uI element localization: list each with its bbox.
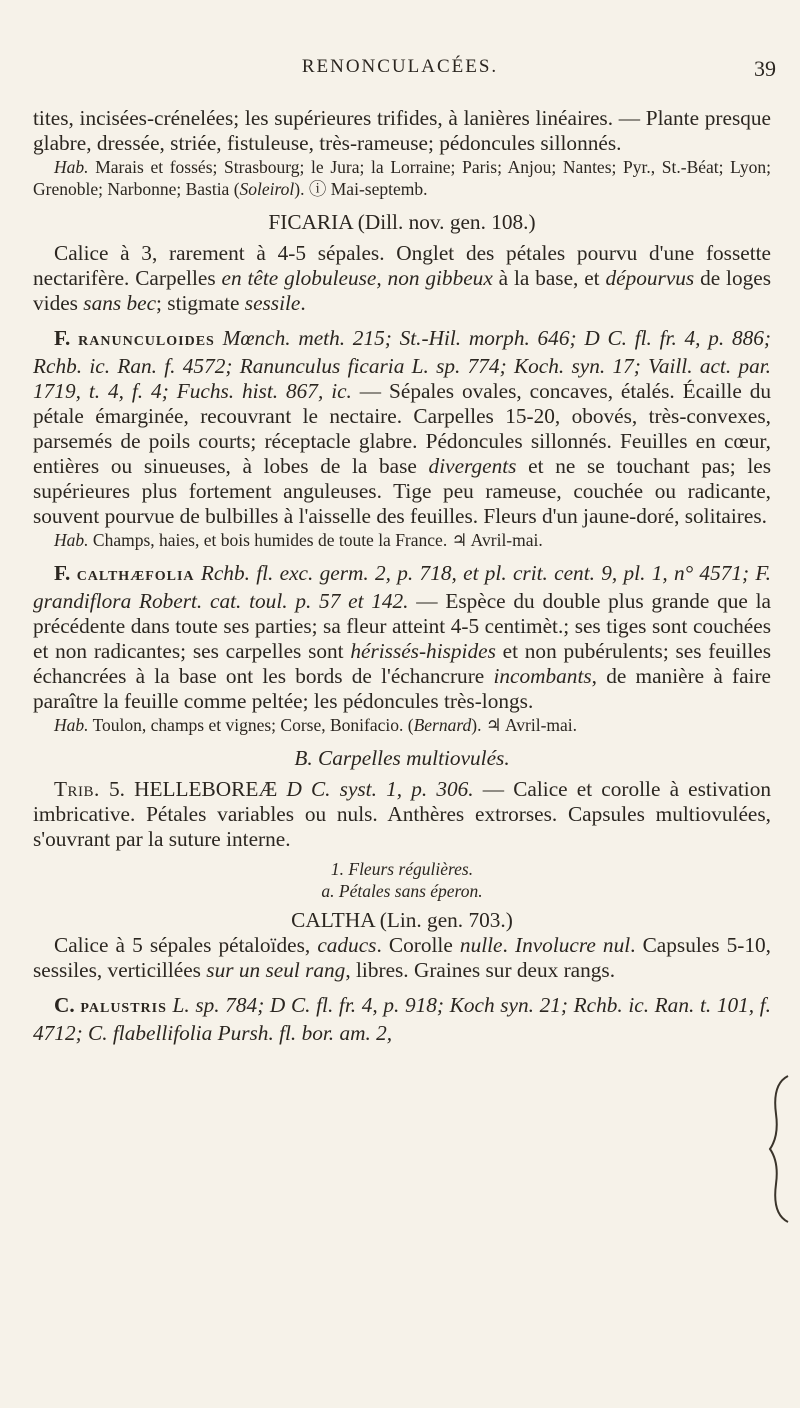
header-title: RENONCULACÉES.: [301, 56, 499, 77]
habitat-note: Hab. Toulon, champs et vignes; Corse, Bonifacio. (Bernard). ♃ Avril-mai.: [54, 715, 578, 735]
genus-heading-ficaria: FICARIA (Dill. nov. gen. 108.): [268, 210, 536, 234]
page-body: [33, 106, 771, 1046]
species-entry-calthaefolia: F. CALTHÆFOLIA Rchb. fl. exc. germ. 2, p. 718, et pl. crit. cent. 9, pl. 1, n° 4571; F. grandiflora Robert. cat. toul. p. 57 et 142. — Espèce du double plus grande que la précédente dans toute ses parties; sa fleur atteint 4-5 centimèt.; ses tiges sont couchées et non radicantes; ses carpelles sont hérissés-hispides et non pubérulents; ses feuilles échancrées à la base ont les bords de l'échancrure incombants, de manière à faire paraître la feuille comme peltée; les pédoncules très-longs.: [33, 561, 772, 713]
subheading-fleurs-regulieres: 1. Fleurs régulières.: [330, 859, 474, 879]
tribe-entry-helleboreae: Trib. 5. HELLEBOREÆ D C. syst. 1, p. 306. — Calice et corolle à estivation imbricative. Pétales variables ou nuls. Anthères extrorses. Capsules multiovulées, s'ouvrant par la suture interne.: [33, 777, 771, 851]
species-entry-palustris: C. PALUSTRIS L. sp. 784; D C. fl. fr. 4, p. 918; Koch syn. 21; Rchb. ic. Ran. t. 101, f. 4712; C. flabellifolia Pursh. fl. bor. am. 2,: [33, 993, 771, 1045]
margin-bracket-mark: [766, 1074, 792, 1224]
subheading-petales-sans-eperon: a. Pétales sans éperon.: [321, 881, 483, 901]
page-number: 39: [754, 56, 776, 81]
genus-description-ficaria: Calice à 3, rarement à 4-5 sépales. Onglet des pétales pourvu d'une fossette nectarifère. Carpelles en tête globuleuse, non gibbeux à la base, et dépourvus de loges vides sans bec; stigmate sessile.: [33, 241, 772, 315]
habitat-note: Hab. Marais et fossés; Strasbourg; le Jura; la Lorraine; Paris; Anjou; Nantes; Pyr., St.-Béat; Lyon; Grenoble; Narbonne; Bastia (Soleirol). ⓘ Mai-septemb.: [33, 157, 772, 199]
section-heading-b: B. Carpelles multiovulés.: [294, 746, 510, 770]
paragraph-continuation: tites, incisées-crénelées; les supérieures trifides, à lanières linéaires. — Plante presque glabre, dressée, striée, fistuleuse, très-rameuse; pédoncules sillonnés.: [33, 106, 771, 155]
genus-heading-caltha: CALTHA (Lin. gen. 703.): [291, 908, 513, 932]
habitat-note: Hab. Champs, haies, et bois humides de toute la France. ♃ Avril-mai.: [54, 530, 543, 550]
genus-description-caltha: Calice à 5 sépales pétaloïdes, caducs. Corolle nulle. Involucre nul. Capsules 5-10, sessiles, verticillées sur un seul rang, libres. Graines sur deux rangs.: [33, 933, 771, 982]
running-header: [0, 56, 800, 88]
species-entry-ranunculoides: F. RANUNCULOIDES Mœnch. meth. 215; St.-Hil. morph. 646; D C. fl. fr. 4, p. 886; Rchb. ic. Ran. f. 4572; Ranunculus ficaria L. sp. 774; Koch. syn. 17; Vaill. act. par. 1719, t. 4, f. 4; Fuchs. hist. 867, ic. — Sépales ovales, concaves, étalés. Écaille du pétale émarginée, recouvrant le nectaire. Carpelles 15-20, obovés, très-convexes, parsemés de poils courts; réceptacle glabre. Pédoncules sillonnés. Feuilles en cœur, entières ou sinueuses, à lobes de la base divergents et ne se touchant pas; les supérieures plus fortement anguleuses. Tige peu rameuse, couchée ou radicante, souvent pourvue de bulbilles à l'aisselle des feuilles. Fleurs d'un jaune-doré, solitaires.: [33, 326, 771, 528]
